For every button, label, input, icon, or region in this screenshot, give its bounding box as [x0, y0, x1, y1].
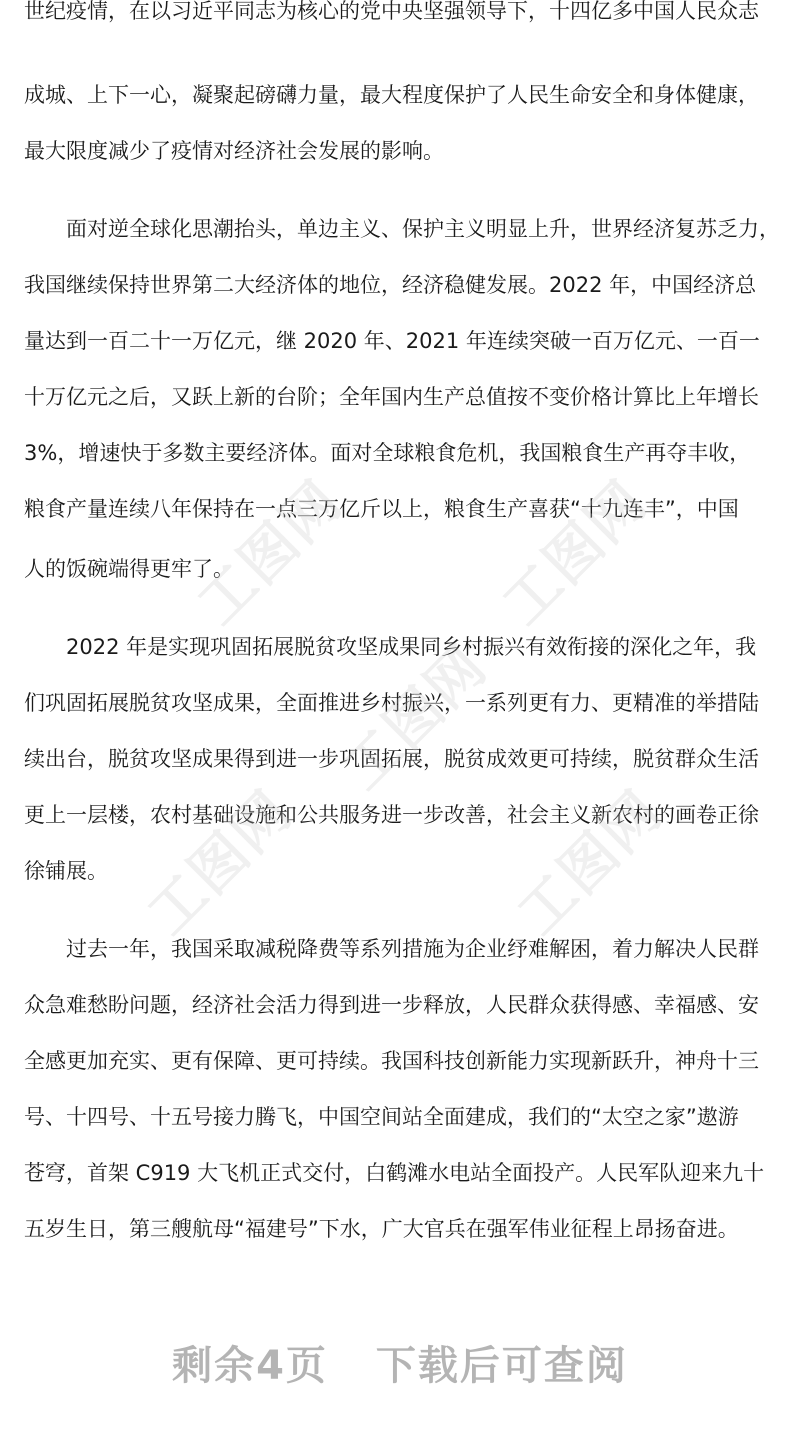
text-line: 更上一层楼，农村基础设施和公共服务进一步改善，社会主义新农村的画卷正徐 [24, 803, 759, 827]
text-line: 苍穹，首架 C919 大飞机正式交付，白鹤滩水电站全面投产。人民军队迎来九十 [24, 1161, 765, 1185]
watermark: 工图网 [505, 778, 675, 948]
text-line: 3%，增速快于多数主要经济体。面对全球粮食危机，我国粮食生产再夺丰收， [24, 441, 751, 465]
text-line: 人的饭碗端得更牢了。 [24, 557, 234, 581]
text-line: 众急难愁盼问题，经济社会活力得到进一步释放，人民群众获得感、幸福感、安 [24, 993, 759, 1017]
text-line: 面对逆全球化思潮抬头，单边主义、保护主义明显上升，世界经济复苏乏力， [24, 217, 780, 241]
text-line: 续出台，脱贫攻坚成果得到进一步巩固拓展，脱贫成效更可持续，脱贫群众生活 [24, 747, 759, 771]
text-line: 全感更加充实、更有保障、更可持续。我国科技创新能力实现新跃升，神舟十三 [24, 1049, 759, 1073]
text-line: 五岁生日，第三艘航母“福建号”下水，广大官兵在强军伟业征程上昂扬奋进。 [24, 1217, 739, 1241]
watermark: 工图网 [490, 468, 660, 638]
watermark: 工图网 [330, 633, 500, 803]
remaining-pages-banner[interactable] [0, 1334, 800, 1391]
text-line: 最大限度减少了疫情对经济社会发展的影响。 [24, 139, 444, 163]
text-line: 徐铺展。 [24, 859, 108, 883]
watermark: 工图网 [135, 778, 305, 948]
watermark: 工图网 [185, 468, 355, 638]
text-line: 量达到一百二十一万亿元，继 2020 年、2021 年连续突破一百万亿元、一百一 [24, 329, 760, 353]
text-line: 粮食产量连续八年保持在一点三万亿斤以上，粮食生产喜获“十九连丰”，中国 [24, 497, 739, 521]
text-line: 十万亿元之后，又跃上新的台阶；全年国内生产总值按不变价格计算比上年增长 [24, 385, 759, 409]
text-line: 号、十四号、十五号接力腾飞，中国空间站全面建成，我们的“太空之家”遨游 [24, 1105, 739, 1129]
text-line: 2022 年是实现巩固拓展脱贫攻坚成果同乡村振兴有效衔接的深化之年，我 [24, 635, 757, 659]
remaining-pages-text: 剩余4页 [172, 1343, 328, 1389]
text-line: 我国继续保持世界第二大经济体的地位，经济稳健发展。2022 年，中国经济总 [24, 273, 757, 297]
text-line: 成城、上下一心，凝聚起磅礴力量，最大程度保护了人民生命安全和身体健康， [24, 83, 759, 107]
download-to-view-text: 下载后可查阅 [375, 1343, 628, 1389]
text-line: 世纪疫情，在以习近平同志为核心的党中央坚强领导下，十四亿多中国人民众志 [24, 0, 759, 23]
text-line: 过去一年，我国采取减税降费等系列措施为企业纾难解困，着力解决人民群 [24, 937, 759, 961]
text-line: 们巩固拓展脱贫攻坚成果，全面推进乡村振兴，一系列更有力、更精准的举措陆 [24, 691, 759, 715]
